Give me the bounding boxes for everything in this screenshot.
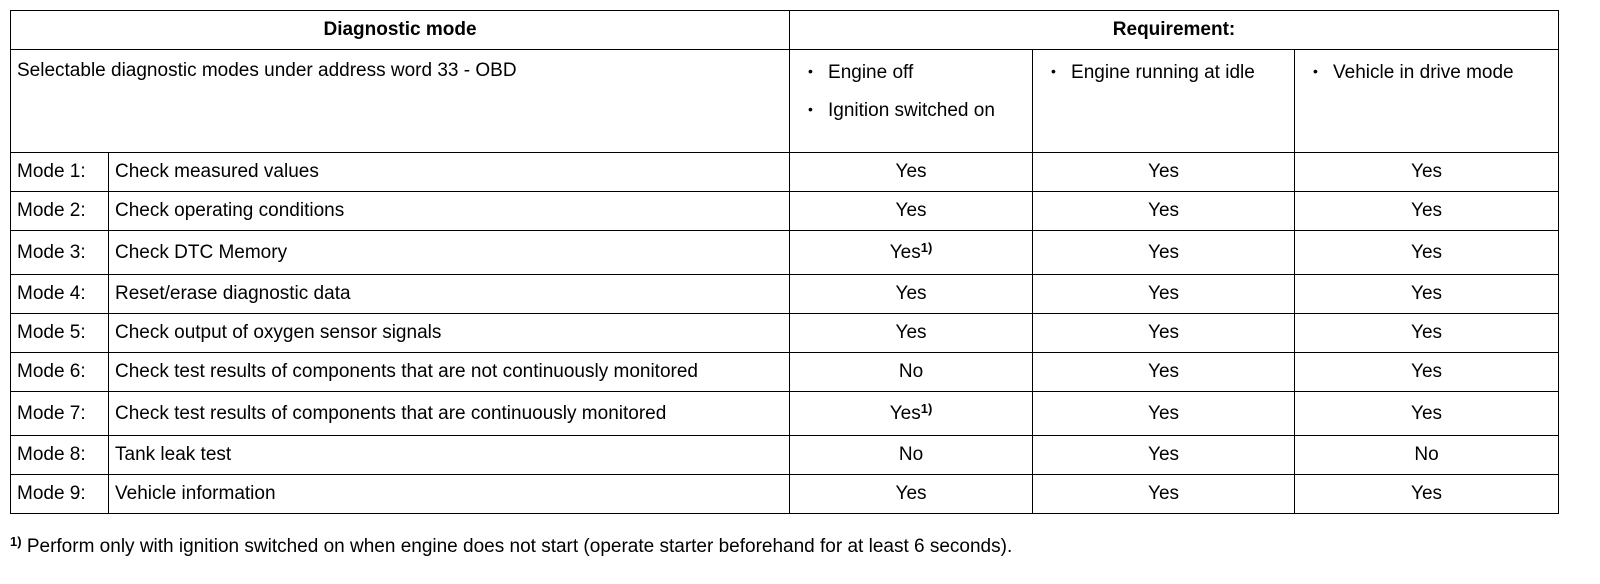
mode-number: Mode 5: xyxy=(11,314,109,353)
mode-description: Check operating conditions xyxy=(109,192,790,231)
bullet-icon: • xyxy=(808,63,813,79)
diagnostic-modes-table xyxy=(10,10,1559,514)
engine-off-value: Yes xyxy=(790,275,1033,314)
drive-value: Yes xyxy=(1295,231,1559,275)
diagnostic-mode-header: Diagnostic mode xyxy=(11,11,790,50)
mode-description: Tank leak test xyxy=(109,436,790,475)
drive-value: Yes xyxy=(1295,353,1559,392)
engine-off-value: Yes xyxy=(790,192,1033,231)
table-row xyxy=(11,314,1559,353)
footnote-text: Perform only with ignition switched on when engine does not start (operate starter beforehand for at least 6 seconds). xyxy=(21,536,1013,557)
requirement-engine-off xyxy=(790,50,1033,153)
idle-value: Yes xyxy=(1033,436,1295,475)
bullet-icon: • xyxy=(1051,63,1056,79)
footnote-ref: 1) xyxy=(920,239,933,255)
engine-off-value: Yes$^{1)}$ xyxy=(790,231,1033,275)
mode-number: Mode 4: xyxy=(11,275,109,314)
mode-number: Mode 2: xyxy=(11,192,109,231)
table-row xyxy=(11,392,1559,436)
requirement-drive-mode xyxy=(1295,50,1559,153)
engine-off-value: No xyxy=(790,353,1033,392)
requirement-item: • Engine running at idle xyxy=(1051,62,1255,83)
mode-number: Mode 9: xyxy=(11,475,109,514)
engine-off-value: No xyxy=(790,436,1033,475)
drive-value: Yes xyxy=(1295,153,1559,192)
bullet-icon: • xyxy=(808,101,813,117)
selectable-modes-label: Selectable diagnostic modes under address word 33 - OBD xyxy=(11,50,790,153)
mode-number: Mode 6: xyxy=(11,353,109,392)
drive-value: Yes xyxy=(1295,192,1559,231)
requirement-item: • Engine off xyxy=(808,62,914,83)
requirement-engine-idle xyxy=(1033,50,1295,153)
footnote xyxy=(10,536,1012,558)
idle-value: Yes xyxy=(1033,153,1295,192)
table-row xyxy=(11,436,1559,475)
table-row xyxy=(11,275,1559,314)
drive-value: Yes xyxy=(1295,392,1559,436)
requirement-header: Requirement: xyxy=(790,11,1559,50)
table-row xyxy=(11,475,1559,514)
mode-description: Vehicle information xyxy=(109,475,790,514)
idle-value: Yes xyxy=(1033,353,1295,392)
table-row xyxy=(11,231,1559,275)
requirement-item: • Ignition switched on xyxy=(808,100,995,121)
table-header-row xyxy=(11,11,1559,50)
idle-value: Yes xyxy=(1033,475,1295,514)
engine-off-value: Yes xyxy=(790,475,1033,514)
requirement-item: • Vehicle in drive mode xyxy=(1313,62,1514,83)
drive-value: Yes xyxy=(1295,275,1559,314)
mode-number: Mode 1: xyxy=(11,153,109,192)
mode-description: Check test results of components that are not continuously monitored xyxy=(109,353,790,392)
table-row xyxy=(11,192,1559,231)
drive-value: No xyxy=(1295,436,1559,475)
idle-value: Yes xyxy=(1033,275,1295,314)
engine-off-value: Yes$^{1)}$ xyxy=(790,392,1033,436)
mode-description: Check test results of components that are continuously monitored xyxy=(109,392,790,436)
table-row xyxy=(11,353,1559,392)
drive-value: Yes xyxy=(1295,475,1559,514)
mode-description: Check output of oxygen sensor signals xyxy=(109,314,790,353)
footnote-ref: 1) xyxy=(920,400,933,416)
mode-description: Check DTC Memory xyxy=(109,231,790,275)
mode-number: Mode 8: xyxy=(11,436,109,475)
drive-value: Yes xyxy=(1295,314,1559,353)
idle-value: Yes xyxy=(1033,231,1295,275)
engine-off-value: Yes xyxy=(790,153,1033,192)
idle-value: Yes xyxy=(1033,192,1295,231)
footnote-marker: 1) xyxy=(10,534,22,549)
table-row xyxy=(11,153,1559,192)
engine-off-value: Yes xyxy=(790,314,1033,353)
idle-value: Yes xyxy=(1033,392,1295,436)
mode-number: Mode 3: xyxy=(11,231,109,275)
bullet-icon: • xyxy=(1313,63,1318,79)
mode-description: Check measured values xyxy=(109,153,790,192)
mode-description: Reset/erase diagnostic data xyxy=(109,275,790,314)
requirement-conditions-row xyxy=(11,50,1559,153)
mode-number: Mode 7: xyxy=(11,392,109,436)
idle-value: Yes xyxy=(1033,314,1295,353)
